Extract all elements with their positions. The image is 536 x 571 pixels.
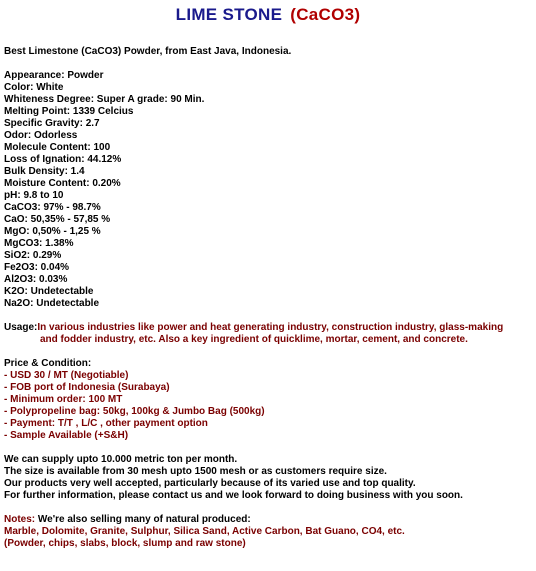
price-item: - FOB port of Indonesia (Surabaya)	[4, 382, 170, 393]
spec-item: MgO: 0,50% - 1,25 %	[4, 226, 101, 237]
document-body	[4, 46, 534, 550]
spec-item: CaO: 50,35% - 57,85 %	[4, 214, 111, 225]
spec-item: Al2O3: 0.03%	[4, 274, 68, 285]
spec-item: Specific Gravity: 2.7	[4, 118, 100, 129]
page-title	[0, 5, 536, 25]
price-item: - Minimum order: 100 MT	[4, 394, 123, 405]
supply-line: Our products very well accepted, particularly because of its varied use and top quality.	[4, 478, 416, 489]
spec-item: Melting Point: 1339 Celcius	[4, 106, 134, 117]
spec-item: Color: White	[4, 82, 64, 93]
usage-section	[4, 322, 534, 346]
spec-item: CaCO3: 97% - 98.7%	[4, 202, 101, 213]
spec-item: Moisture Content: 0.20%	[4, 178, 121, 189]
spec-item: SiO2: 0.29%	[4, 250, 62, 261]
notes-label: Notes:	[4, 514, 38, 525]
usage-text-continued: and fodder industry, etc. Also a key ingredient of quicklime, mortar, cement, and concrete.	[40, 334, 468, 345]
spec-item: Appearance: Powder	[4, 70, 104, 81]
supply-line: For further information, please contact us and we look forward to doing business with you soon.	[4, 490, 463, 501]
spec-item: Bulk Density: 1.4	[4, 166, 85, 177]
notes-forms: (Powder, chips, slabs, block, slump and raw stone)	[4, 538, 246, 549]
spec-item: pH: 9.8 to 10	[4, 190, 64, 201]
supply-section	[4, 454, 534, 502]
price-heading: Price & Condition:	[4, 358, 92, 369]
spec-item: Na2O: Undetectable	[4, 298, 100, 309]
spec-item: MgCO3: 1.38%	[4, 238, 74, 249]
spec-item: Odor: Odorless	[4, 130, 78, 141]
price-item: - USD 30 / MT (Negotiable)	[4, 370, 129, 381]
price-item: - Polypropeline bag: 50kg, 100kg & Jumbo Bag (500kg)	[4, 406, 265, 417]
usage-text: In various industries like power and heat generating industry, construction industry, glass-making	[37, 322, 504, 333]
supply-line: The size is available from 30 mesh upto 1500 mesh or as customers require size.	[4, 466, 387, 477]
spec-item: Molecule Content: 100	[4, 142, 111, 153]
notes-text: We're also selling many of natural produced:	[37, 514, 251, 525]
spec-item: Fe2O3: 0.04%	[4, 262, 70, 273]
notes-products: Marble, Dolomite, Granite, Sulphur, Silica Sand, Active Carbon, Bat Guano, CO4, etc.	[4, 526, 405, 537]
price-item: - Sample Available (+S&H)	[4, 430, 129, 441]
intro-text: Best Limestone (CaCO3) Powder, from East Java, Indonesia.	[4, 46, 292, 57]
spec-item: Whiteness Degree: Super A grade: 90 Min.	[4, 94, 205, 105]
title-formula: (CaCO3)	[290, 5, 361, 24]
notes-section	[4, 514, 534, 550]
title-main: LIME STONE	[175, 5, 283, 24]
supply-line: We can supply upto 10.000 metric ton per month.	[4, 454, 238, 465]
price-section	[4, 358, 534, 442]
spec-item: Loss of Ignation: 44.12%	[4, 154, 122, 165]
price-item: - Payment: T/T , L/C , other payment option	[4, 418, 208, 429]
spec-item: K2O: Undetectable	[4, 286, 94, 297]
usage-label: Usage:	[4, 322, 38, 333]
specs-list	[4, 70, 534, 310]
